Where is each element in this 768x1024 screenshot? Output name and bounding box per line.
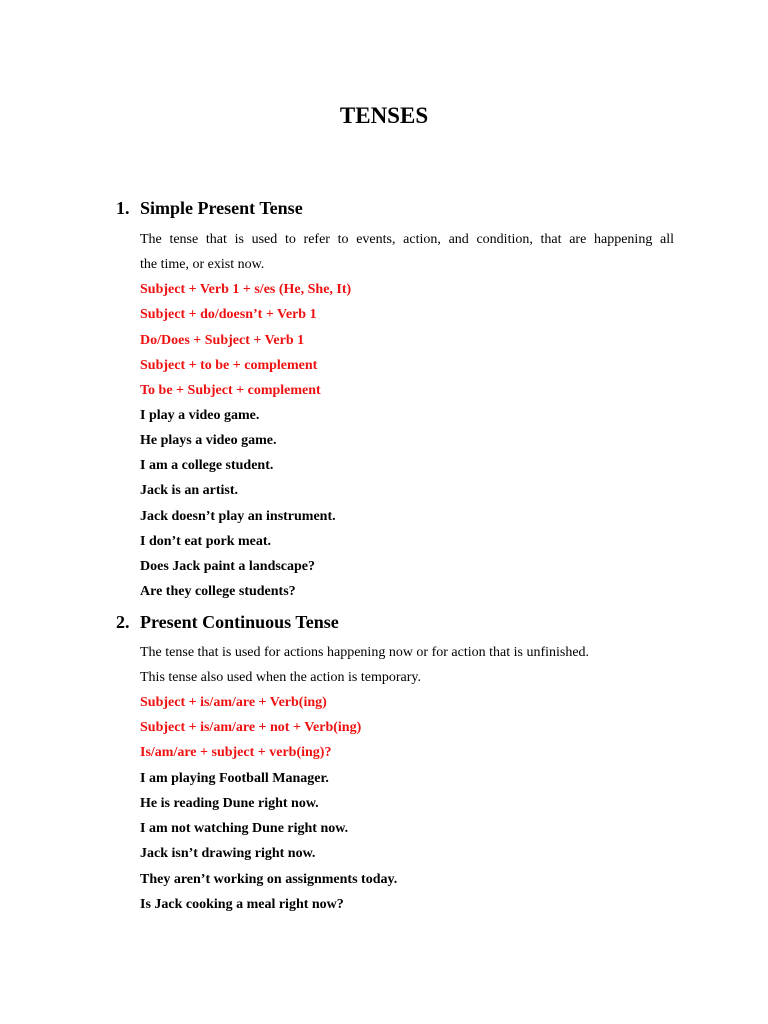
example-sentence: Is Jack cooking a meal right now? (140, 897, 344, 912)
section-heading-present-continuous (116, 610, 339, 634)
example-sentence: He plays a video game. (140, 433, 277, 448)
section-title: Simple Present Tense (140, 198, 303, 218)
example-sentence: He is reading Dune right now. (140, 796, 319, 811)
example-sentence: I am playing Football Manager. (140, 771, 329, 786)
section-description-line: the time, or exist now. (140, 257, 265, 272)
example-sentence: I play a video game. (140, 408, 260, 423)
example-sentence: I don’t eat pork meat. (140, 534, 272, 549)
section-description-line: This tense also used when the action is temporary. (140, 670, 421, 685)
formula-line: To be + Subject + complement (140, 383, 321, 398)
example-sentence: Are they college students? (140, 584, 296, 599)
example-sentence: I am not watching Dune right now. (140, 821, 349, 836)
section-heading-simple-present (116, 196, 303, 220)
section-description-line: The tense that is used for actions happening now or for action that is unfinished. (140, 645, 590, 660)
formula-line: Subject + is/am/are + not + Verb(ing) (140, 720, 362, 735)
example-sentence: Jack doesn’t play an instrument. (140, 509, 336, 524)
section-description-line: The tense that is used to refer to events, action, and condition, that are happening all (140, 232, 674, 247)
document-title: TENSES (339, 103, 429, 128)
formula-line: Subject + do/doesn’t + Verb 1 (140, 307, 317, 322)
example-sentence: Jack isn’t drawing right now. (140, 846, 316, 861)
formula-line: Subject + Verb 1 + s/es (He, She, It) (140, 282, 352, 297)
example-sentence: Does Jack paint a landscape? (140, 559, 316, 574)
formula-line: Subject + to be + complement (140, 358, 318, 373)
section-number: 2. (116, 612, 130, 632)
formula-line: Subject + is/am/are + Verb(ing) (140, 695, 327, 710)
formula-line: Do/Does + Subject + Verb 1 (140, 333, 305, 348)
example-sentence: Jack is an artist. (140, 483, 238, 498)
example-sentence: They aren’t working on assignments today. (140, 872, 398, 887)
section-title: Present Continuous Tense (140, 612, 339, 632)
section-number: 1. (116, 198, 130, 218)
formula-line: Is/am/are + subject + verb(ing)? (140, 745, 332, 760)
example-sentence: I am a college student. (140, 458, 274, 473)
